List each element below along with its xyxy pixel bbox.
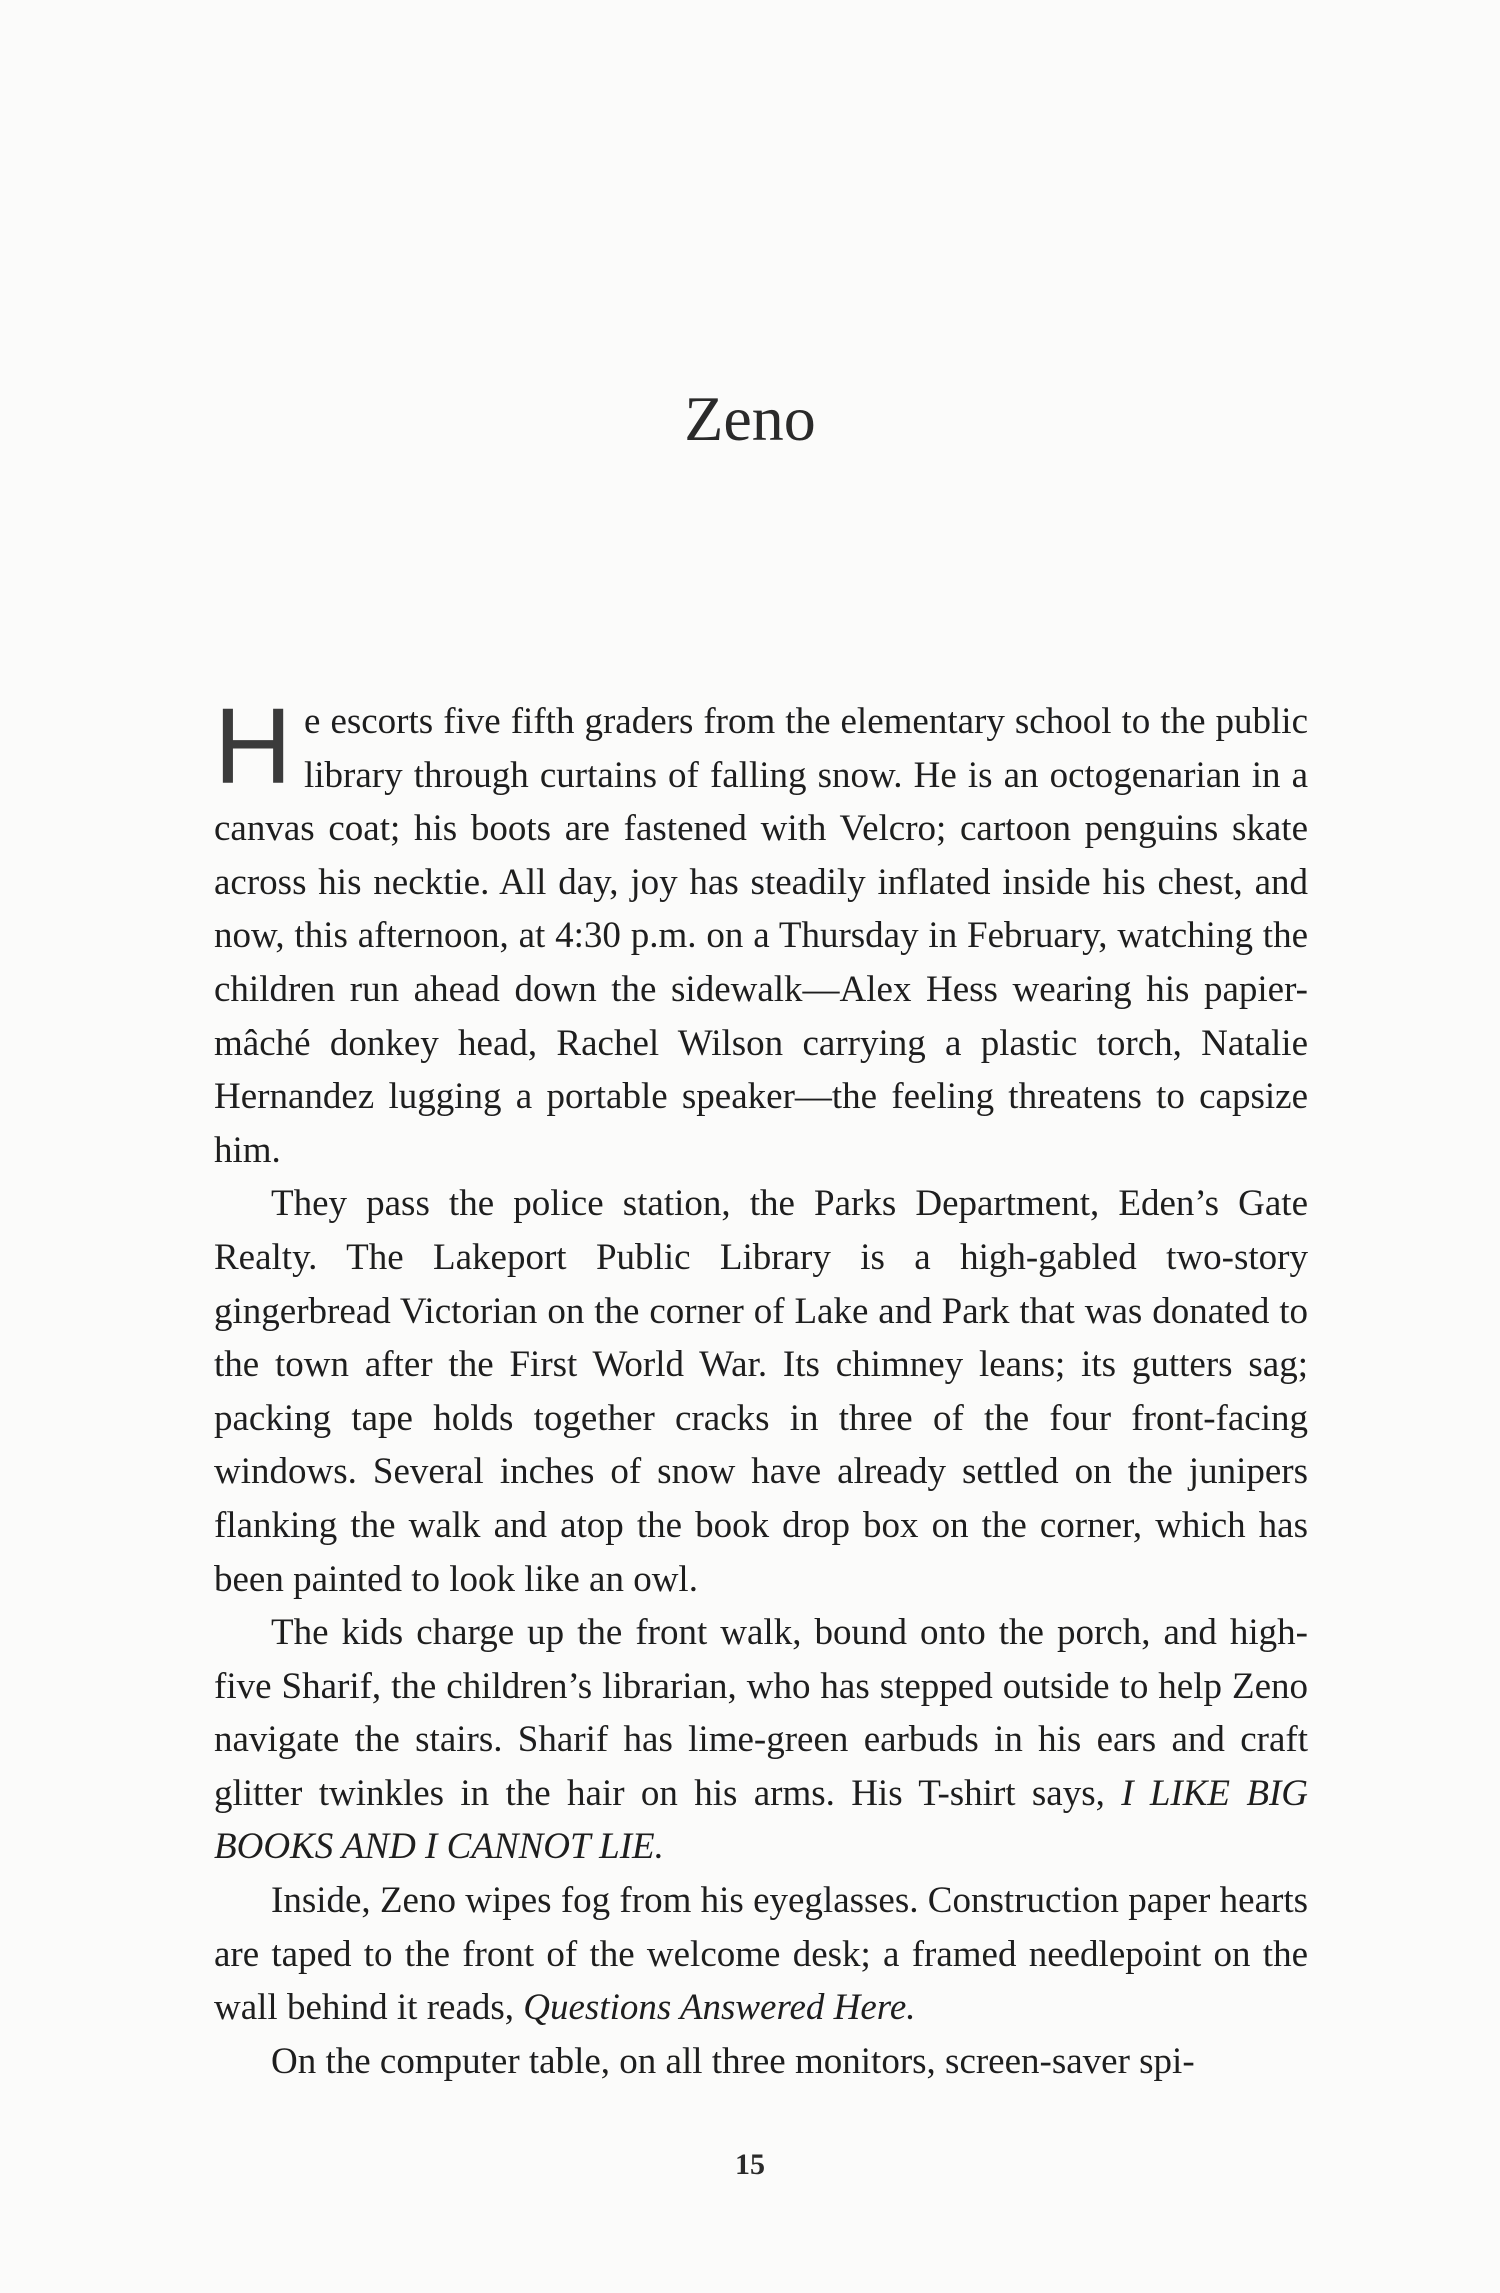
paragraph-2-text: They pass the police station, the Parks Department, Eden’s Gate Realty. The Lakeport Public Library is a high-gabled two-story gingerbread Victorian on the corner of Lake and Park that was donated to the town after the First World War. Its chimney leans; its gutters sag; packing tape holds together cracks in three of the four front-facing windows. Several inches of snow have already settled on the junipers flanking the walk and atop the book drop box on the corner, which has been painted to look like an owl. [214, 1183, 1308, 1600]
paragraph-1-text: e escorts five fifth graders from the elementary school to the public library through curtains of falling snow. He is an octogenarian in a canvas coat; his boots are fastened with Velcro; cartoon penguins skate across his necktie. All day, joy has steadily inflated inside his chest, and now, this afternoon, at 4:30 p.m. on a Thursday in February, watching the children run ahead down the sidewalk—Alex Hess wearing his papier-mâché donkey head, Rachel Wilson carrying a plastic torch, Natalie Hernandez lugging a portable speaker—the feeling threatens to capsize him. [214, 701, 1308, 1171]
paragraph-5-text: On the computer table, on all three monitors, screen-saver spi- [271, 2040, 1195, 2082]
chapter-title: Zeno [684, 383, 816, 454]
paragraph-4 [214, 1874, 1308, 2035]
body-text [214, 685, 1308, 2088]
paragraph-2 [214, 1177, 1308, 1606]
paragraph-4-text: Inside, Zeno wipes fog from his eyeglasses. Construction paper hearts are taped to the front of the welcome desk; a framed needlepoint on the wall behind it reads, [214, 1880, 1308, 2029]
paragraph-5 [214, 2035, 1308, 2089]
page-number: 15 [735, 2148, 765, 2181]
paragraph-3 [214, 1606, 1308, 1874]
tshirt-slogan: I LIKE BIG BOOKS AND I CANNOT LIE. [214, 1772, 1308, 1868]
paragraph-3-text: The kids charge up the front walk, bound onto the porch, and high-five Sharif, the children’s librarian, who has stepped outside to help Zeno navigate the stairs. Sharif has lime-green earbuds in his ears and craft glitter twinkles in the hair on his arms. His T-shirt says, [214, 1612, 1308, 1814]
needlepoint-quote: Questions Answered Here. [523, 1987, 916, 2029]
paragraph-1 [214, 685, 1308, 1177]
drop-cap: H [214, 685, 292, 806]
